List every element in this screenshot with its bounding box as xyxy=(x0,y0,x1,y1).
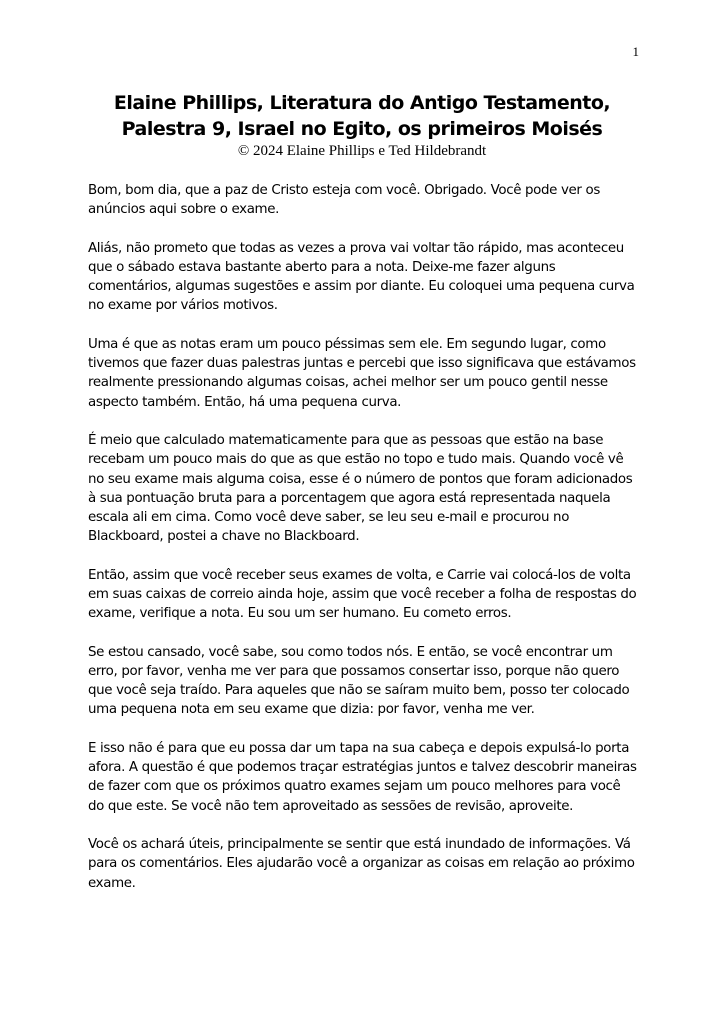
document-header xyxy=(0,90,724,160)
paragraph-5: Então, assim que você receber seus exames de volta, e Carrie vai colocá-los de volta em suas caixas de correio ainda hoje, assim que você receber a folha de respostas do exame, verifique a nota. Eu sou um ser humano. Eu cometo erros. xyxy=(88,567,637,622)
document-title xyxy=(0,90,724,142)
paragraph-8: Você os achará úteis, principalmente se sentir que está inundado de informações. Vá para os comentários. Eles ajudarão você a organizar as coisas em relação ao próximo exame. xyxy=(88,837,635,891)
paragraph-7: E isso não é para que eu possa dar um tapa na sua cabeça e depois expulsá-lo porta afora. A questão é que podemos traçar estratégias juntos e talvez descobrir maneiras de fazer com que os próximos quatro exames sejam um pouco melhores para você do que este. Se você não tem aproveitado as sessões de revisão, aproveite. xyxy=(88,741,637,814)
paragraph-2: Aliás, não prometo que todas as vezes a prova vai voltar tão rápido, mas aconteceu que o sábado estava bastante aberto para a nota. Deixe-me fazer alguns comentários, algumas sugestões e assim por diante. Eu coloquei uma pequena curva no exame por vários motivos. xyxy=(88,240,635,314)
paragraph-1: Bom, bom dia, que a paz de Cristo esteja com você. Obrigado. Você pode ver os anúncios aqui sobre o exame. xyxy=(88,183,600,218)
paragraph-4: É meio que calculado matematicamente para que as pessoas que estão na base recebam um pouco mais do que as que estão no topo e tudo mais. Quando você vê no seu exame mais alguma coisa, esse é o número de pontos que foram adicionados à sua pontuação bruta para a porcentagem que agora está representada naquela escala ali em cima. Como você deve saber, se leu seu e-mail e procurou no Blackboard, postei a chave no Blackboard. xyxy=(88,433,633,545)
paragraph-3: Uma é que as notas eram um pouco péssimas sem ele. Em segundo lugar, como tivemos que fazer duas palestras juntas e percebi que isso significava que estávamos realmente pressionando algumas coisas, achei melhor ser um pouco gentil nesse aspecto também. Então, há uma pequena curva. xyxy=(88,337,636,410)
title-line-2: Palestra 9, Israel no Egito, os primeiros Moisés xyxy=(121,118,603,140)
title-line-1: Elaine Phillips, Literatura do Antigo Testamento, xyxy=(113,92,611,114)
paragraph-6: Se estou cansado, você sabe, sou como todos nós. E então, se você encontrar um erro, por favor, venha me ver para que possamos consertar isso, porque não quero que você seja traído. Para aqueles que não se saíram muito bem, posso ter colocado uma pequena nota em seu exame que dizia: por favor, venha me ver. xyxy=(88,644,630,718)
transcript-body xyxy=(88,181,640,912)
page-number: 1 xyxy=(632,44,639,59)
copyright-line: © 2024 Elaine Phillips e Ted Hildebrandt xyxy=(237,143,487,159)
